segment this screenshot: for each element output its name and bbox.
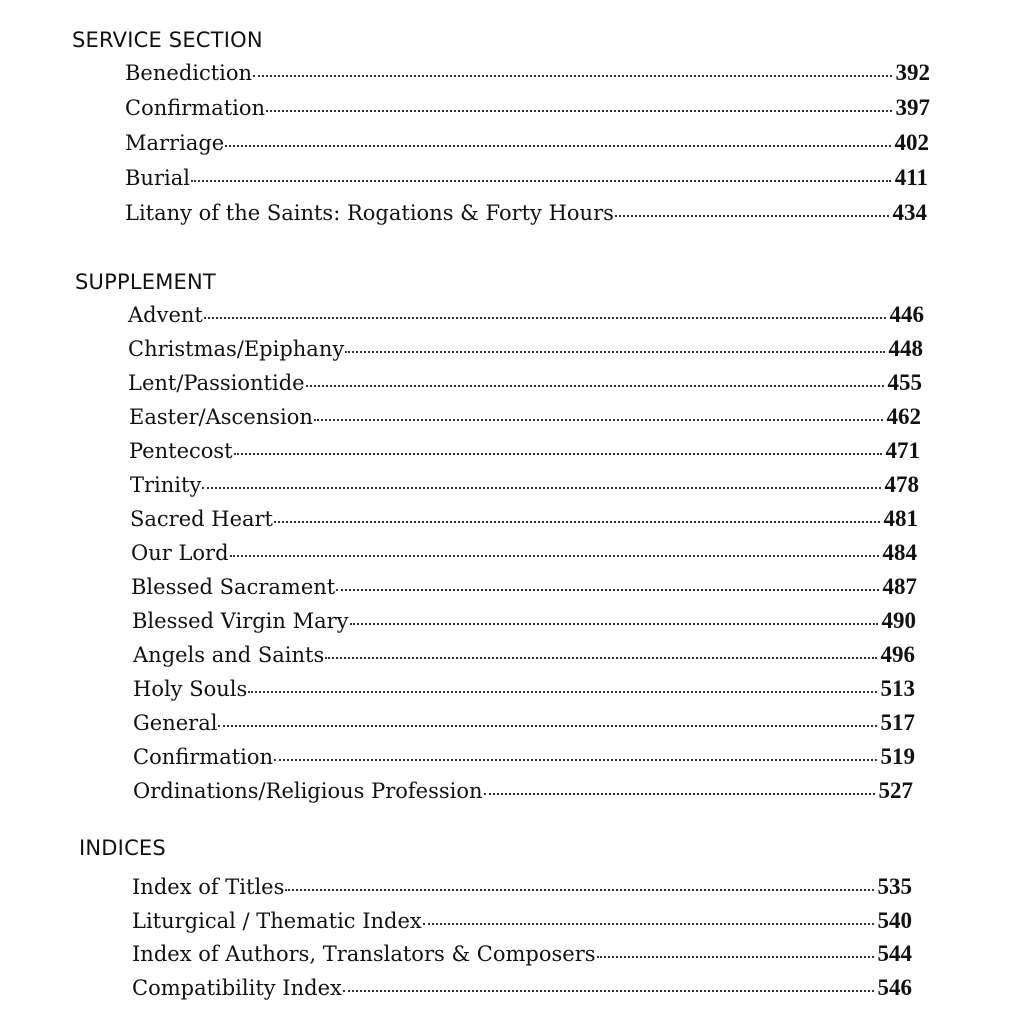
entry-title: Litany of the Saints: Rogations & Forty Hours (125, 201, 614, 225)
toc-entry[interactable] (125, 60, 930, 90)
toc-entry[interactable] (125, 130, 929, 160)
entry-title: Holy Souls (133, 677, 248, 701)
entry-page-number: 481 (883, 506, 918, 531)
toc-entry[interactable] (133, 710, 915, 740)
entry-title: Trinity (130, 473, 202, 497)
entry-page-number: 535 (877, 874, 912, 899)
entry-page-number: 434 (892, 200, 927, 225)
entry-page-number: 446 (889, 302, 924, 327)
entry-page-number: 544 (877, 941, 912, 966)
entry-title: Liturgical / Thematic Index (132, 909, 422, 933)
entry-title: Ordinations/Religious Profession (133, 779, 483, 803)
toc-entry[interactable] (133, 778, 913, 808)
entry-page-number: 513 (880, 676, 915, 701)
entry-page-number: 478 (884, 472, 919, 497)
dot-leader (597, 956, 874, 958)
entry-page-number: 455 (887, 370, 922, 395)
dot-leader (345, 351, 884, 353)
entry-title: Burial (125, 166, 190, 190)
entry-title: Christmas/Epiphany (128, 337, 345, 361)
toc-entry[interactable] (130, 506, 918, 536)
entry-title: Easter/Ascension (129, 405, 313, 429)
dot-leader (253, 75, 891, 77)
dot-leader (336, 589, 878, 591)
dot-leader (234, 453, 882, 455)
dot-leader (325, 657, 876, 659)
toc-entry[interactable] (125, 200, 927, 230)
entry-title: Blessed Virgin Mary (132, 609, 349, 633)
entry-page-number: 392 (895, 60, 930, 85)
dot-leader (225, 145, 890, 147)
entry-title: Index of Titles (132, 875, 285, 899)
entry-page-number: 411 (894, 165, 928, 190)
entry-page-number: 517 (880, 710, 915, 735)
entry-title: Sacred Heart (130, 507, 273, 531)
dot-leader (615, 215, 889, 217)
dot-leader (274, 521, 880, 523)
dot-leader (350, 623, 878, 625)
dot-leader (306, 385, 884, 387)
toc-entry[interactable] (131, 574, 917, 604)
dot-leader (204, 317, 886, 319)
entry-page-number: 484 (882, 540, 917, 565)
entry-title: Blessed Sacrament (131, 575, 336, 599)
toc-entry[interactable] (133, 744, 915, 774)
entry-page-number: 540 (877, 908, 912, 933)
entry-page-number: 487 (882, 574, 917, 599)
entry-title: Benediction (125, 61, 253, 85)
toc-entry[interactable] (128, 370, 922, 400)
dot-leader (274, 759, 876, 761)
entry-page-number: 397 (895, 95, 930, 120)
dot-leader (248, 691, 876, 693)
toc-entry[interactable] (132, 975, 912, 1005)
entry-page-number: 462 (886, 404, 921, 429)
dot-leader (191, 180, 891, 182)
dot-leader (285, 889, 873, 891)
toc-entry[interactable] (129, 404, 921, 434)
entry-page-number: 490 (881, 608, 916, 633)
dot-leader (484, 793, 875, 795)
entry-title: General (133, 711, 218, 735)
toc-entry[interactable] (132, 608, 916, 638)
dot-leader (423, 923, 874, 925)
entry-title: Our Lord (131, 541, 229, 565)
entry-title: Confirmation (125, 96, 266, 120)
entry-page-number: 546 (877, 975, 912, 1000)
entry-page-number: 448 (888, 336, 923, 361)
entry-title: Confirmation (133, 745, 274, 769)
toc-entry[interactable] (125, 165, 928, 195)
section-heading: INDICES (79, 836, 166, 860)
toc-entry[interactable] (132, 874, 912, 904)
entry-page-number: 527 (878, 778, 913, 803)
toc-entry[interactable] (128, 302, 924, 332)
entry-page-number: 519 (880, 744, 915, 769)
toc-entry[interactable] (129, 438, 920, 468)
entry-page-number: 471 (885, 438, 920, 463)
dot-leader (266, 110, 891, 112)
dot-leader (230, 555, 879, 557)
entry-title: Index of Authors, Translators & Composers (132, 942, 596, 966)
entry-page-number: 496 (880, 642, 915, 667)
dot-leader (218, 725, 876, 727)
toc-entry[interactable] (128, 336, 923, 366)
toc-entry[interactable] (133, 676, 915, 706)
toc-entry[interactable] (131, 540, 917, 570)
section-heading: SUPPLEMENT (75, 270, 216, 294)
entry-title: Compatibility Index (132, 976, 342, 1000)
entry-title: Angels and Saints (133, 643, 325, 667)
section-heading: SERVICE SECTION (72, 28, 263, 52)
dot-leader (343, 990, 874, 992)
entry-page-number: 402 (894, 130, 929, 155)
toc-entry[interactable] (132, 941, 912, 971)
entry-title: Lent/Passiontide (128, 371, 305, 395)
dot-leader (202, 487, 880, 489)
dot-leader (314, 419, 883, 421)
entry-title: Advent (128, 303, 203, 327)
toc-entry[interactable] (133, 642, 915, 672)
toc-entry[interactable] (130, 472, 919, 502)
toc-entry[interactable] (132, 908, 912, 938)
entry-title: Pentecost (129, 439, 233, 463)
entry-title: Marriage (125, 131, 225, 155)
toc-entry[interactable] (125, 95, 930, 125)
